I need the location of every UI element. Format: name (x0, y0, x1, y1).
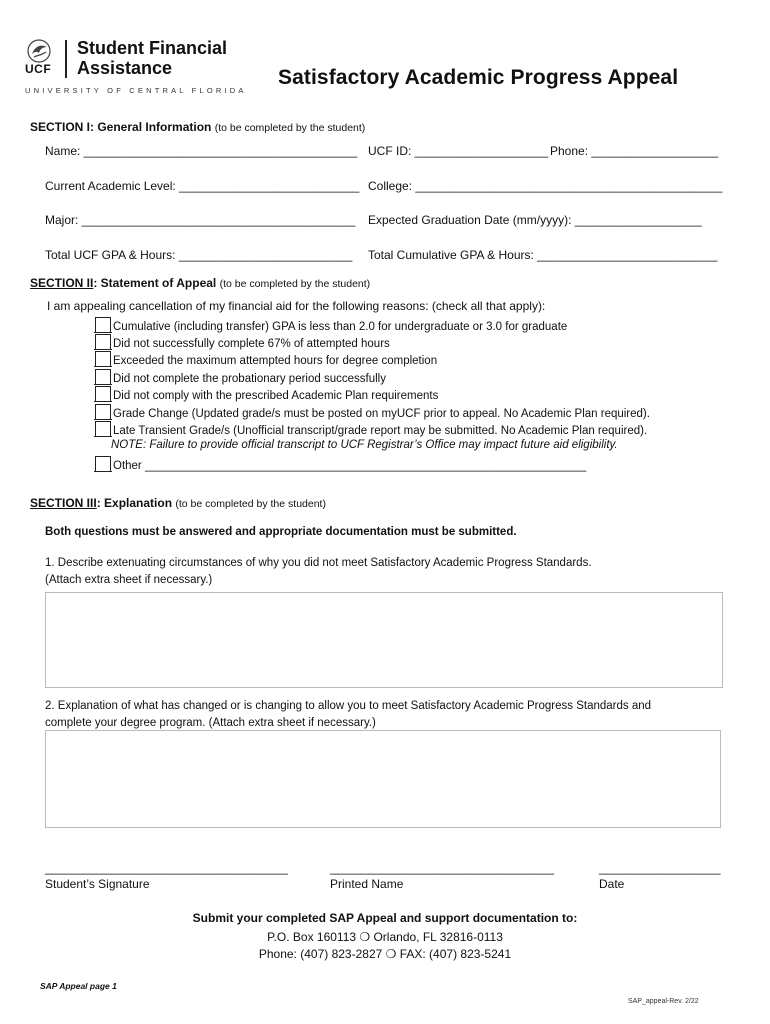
question2 (45, 698, 651, 732)
option-cumulative-gpa[interactable] (95, 317, 567, 333)
signature-label: Student’s Signature (45, 877, 150, 891)
section3-label-b: : Explanation (96, 496, 173, 510)
section1-heading (30, 120, 365, 134)
section2-heading (30, 276, 370, 290)
graduation-date-field[interactable]: Expected Graduation Date (mm/yyyy): ___________________ (368, 213, 702, 227)
printed-name-label: Printed Name (330, 877, 404, 891)
logo-divider (65, 40, 67, 78)
option-label: Other _____________________________________________________________________ (113, 460, 587, 472)
signature-line[interactable]: ______________________________________ (45, 863, 289, 875)
checkbox[interactable] (95, 369, 111, 384)
ucf-id-field[interactable]: UCF ID: ____________________ (368, 144, 549, 158)
logo-title (77, 38, 227, 78)
mailing-address: P.O. Box 160113 ❍ Orlando, FL 32816-0113 (267, 930, 503, 944)
option-label: Did not successfully complete 67% of attempted hours (113, 338, 390, 350)
section3-label-a: SECTION III (30, 496, 97, 510)
option-label: Did not complete the probationary period successfully (113, 373, 386, 385)
question1 (45, 555, 592, 589)
option-other[interactable] (95, 456, 586, 472)
option-academic-plan[interactable] (95, 386, 438, 402)
cumulative-gpa-field[interactable]: Total Cumulative GPA & Hours: ___________________________ (368, 248, 718, 262)
major-field[interactable]: Major: _________________________________________ (45, 213, 356, 227)
section3-heading (30, 496, 326, 510)
name-field[interactable]: Name: _________________________________________ (45, 144, 358, 158)
question2-line2: complete your degree program. (Attach extra sheet if necessary.) (45, 717, 376, 729)
section3-note: (to be completed by the student) (175, 498, 326, 510)
contact-numbers: Phone: (407) 823-2827 ❍ FAX: (407) 823-5241 (258, 947, 512, 961)
footer-revision: SAP_appeal-Rev. 2/22 (628, 998, 699, 1005)
checkbox[interactable] (95, 317, 111, 332)
pegasus-logo-icon (26, 38, 52, 64)
logo-title-line1: Student Financial (77, 38, 228, 58)
phone-field[interactable]: Phone: ___________________ (550, 144, 719, 158)
option-completion-rate[interactable] (95, 334, 390, 350)
option-label: Late Transient Grade/s (Unofficial transcript/grade report may be submitted. No Academic Plan required). (113, 425, 648, 437)
question1-answer-box[interactable] (45, 592, 723, 688)
section1-note: (to be completed by the student) (214, 122, 366, 134)
question2-line1: 2. Explanation of what has changed or is changing to allow you to meet Satisfactory Academic Progress Standards and (45, 700, 652, 712)
question1-line1: 1. Describe extenuating circumstances of why you did not meet Satisfactory Academic Progress Standards. (45, 557, 592, 569)
checkbox[interactable] (95, 334, 111, 349)
option-grade-change[interactable] (95, 404, 650, 420)
appeal-intro: I am appealing cancellation of my financial aid for the following reasons: (check all that apply): (47, 299, 546, 313)
date-line[interactable]: ___________________ (599, 863, 721, 875)
date-label: Date (599, 877, 625, 891)
academic-level-field[interactable]: Current Academic Level: ___________________________ (45, 179, 360, 193)
footer-page-label: SAP Appeal page 1 (40, 981, 117, 991)
option-label: Cumulative (including transfer) GPA is less than 2.0 for undergraduate or 3.0 for graduate (113, 321, 568, 333)
section2-label-a: SECTION II (30, 276, 94, 290)
checkbox[interactable] (95, 351, 111, 366)
checkbox[interactable] (95, 421, 111, 436)
question2-answer-box[interactable] (45, 730, 721, 828)
checkbox[interactable] (95, 404, 111, 419)
option-transient-grade[interactable] (95, 421, 647, 437)
question1-line2: (Attach extra sheet if necessary.) (45, 574, 213, 586)
checkbox[interactable] (95, 386, 111, 401)
option-label: Exceeded the maximum attempted hours for degree completion (113, 355, 438, 367)
section2-label-b: : Statement of Appeal (93, 276, 217, 290)
option-max-hours[interactable] (95, 351, 437, 367)
section1-label: SECTION I: General Information (30, 120, 212, 134)
section2-note: (to be completed by the student) (219, 278, 371, 290)
checkbox[interactable] (95, 456, 111, 471)
logo-title-line2: Assistance (77, 58, 173, 78)
ucf-gpa-field[interactable]: Total UCF GPA & Hours: __________________________ (45, 248, 353, 262)
option-label: Did not comply with the prescribed Academic Plan requirements (113, 390, 439, 402)
option-probation[interactable] (95, 369, 386, 385)
document-title: Satisfactory Academic Progress Appeal (278, 66, 679, 89)
submit-heading: Submit your completed SAP Appeal and support documentation to: (192, 911, 578, 925)
college-field[interactable]: College: ______________________________________________ (368, 179, 723, 193)
logo-ucf-text: UCF (25, 62, 52, 76)
requirement-note: Both questions must be answered and appropriate documentation must be submitted. (45, 526, 517, 538)
option-label: Grade Change (Updated grade/s must be posted on myUCF prior to appeal. No Academic Plan required). (113, 408, 650, 420)
printed-name-line[interactable]: ___________________________________ (330, 863, 554, 875)
logo-subtitle: UNIVERSITY OF CENTRAL FLORIDA (25, 86, 247, 95)
transient-note: NOTE: Failure to provide official transcript to UCF Registrar’s Office may impact future aid eligibility. (111, 439, 618, 451)
